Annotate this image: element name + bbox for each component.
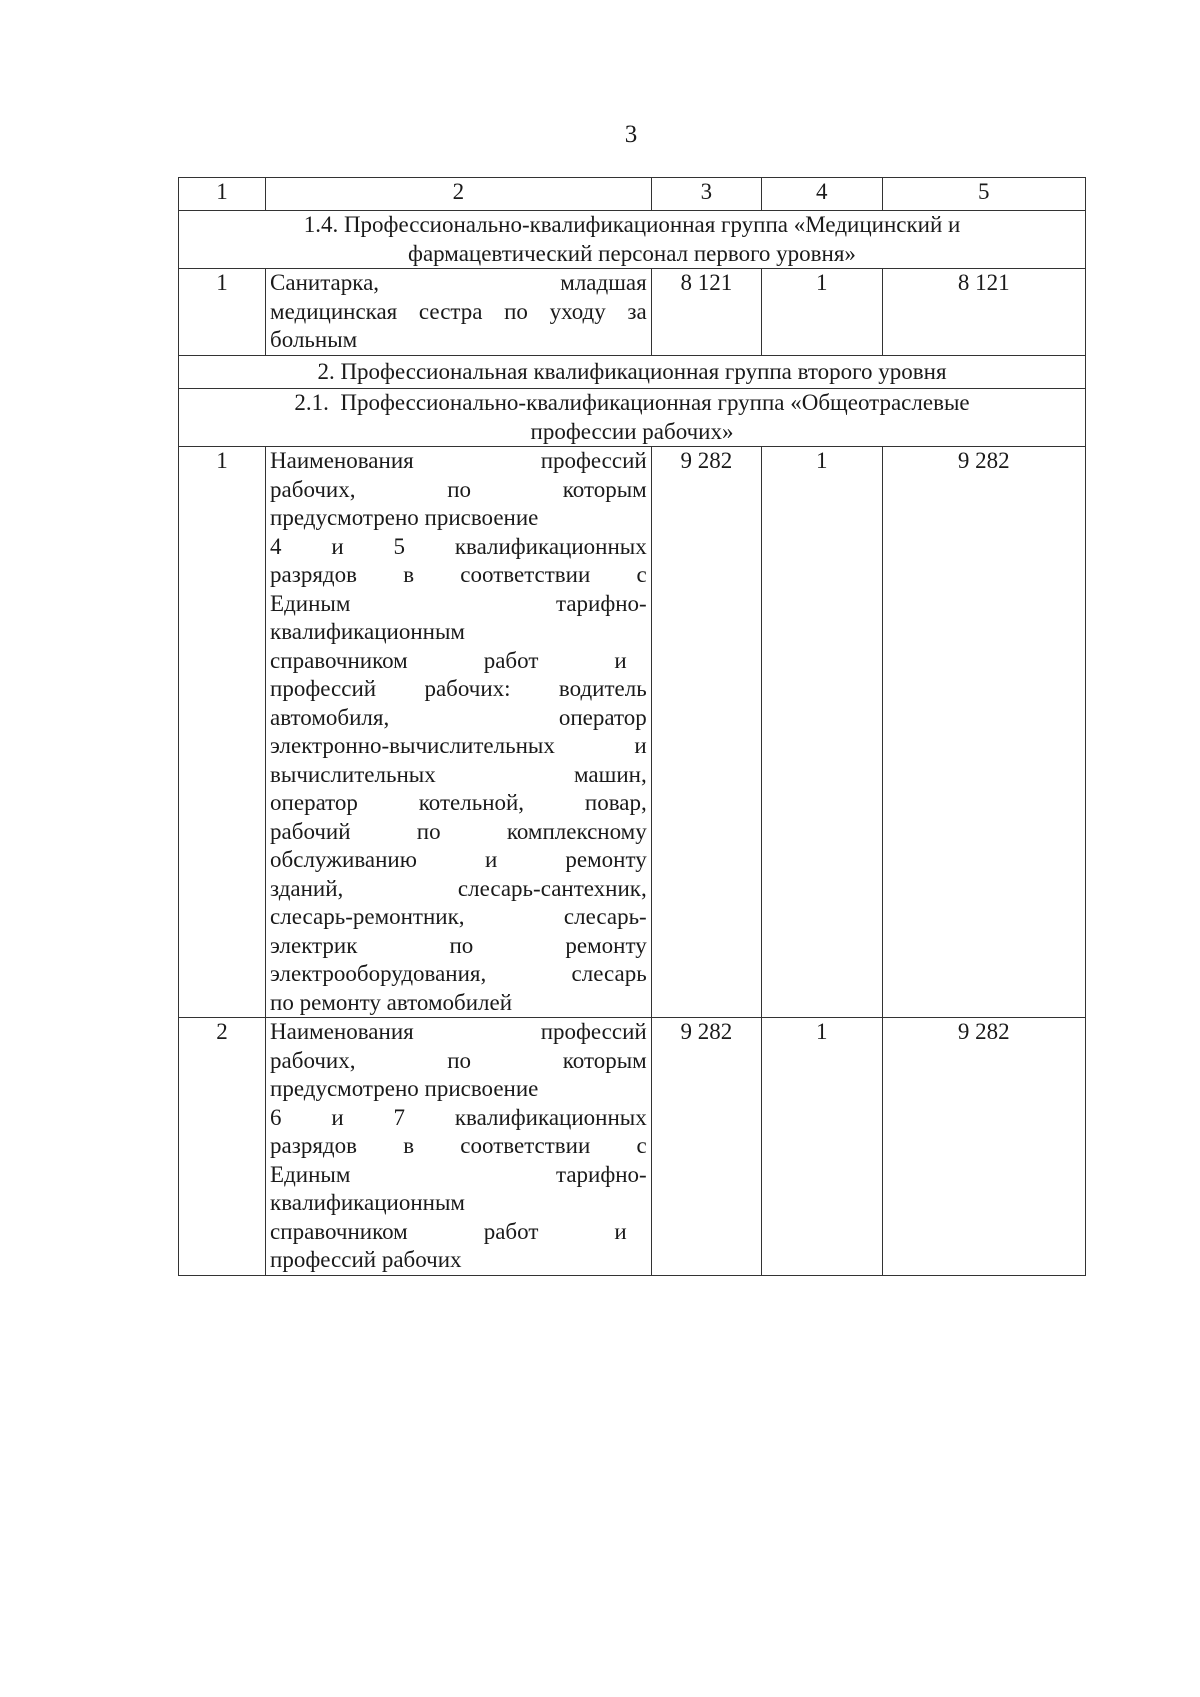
description-line: медицинская сестра по уходу за <box>270 298 647 324</box>
salary-value: 9 282 <box>651 1018 761 1276</box>
description-line: электрооборудования, слесарь <box>270 961 647 986</box>
description-line: предусмотрено присвоение <box>270 1076 539 1101</box>
description-line: электронно-вычислительных и <box>270 733 647 758</box>
header-col-1: 1 <box>179 178 266 211</box>
description-line: разрядов в соответствии с <box>270 1133 647 1158</box>
total-value: 8 121 <box>882 269 1086 356</box>
table-row <box>179 447 1086 1018</box>
coefficient-value: 1 <box>762 1018 882 1276</box>
group-heading-1-4 <box>179 211 1086 269</box>
description-line: справочником работ и <box>270 647 627 673</box>
group-row-2-1 <box>179 389 1086 447</box>
description-line: квалификационным <box>270 619 465 644</box>
description-line: рабочий по комплексному <box>270 818 647 844</box>
description-line: электрик по ремонту <box>270 932 647 958</box>
coefficient-value: 1 <box>762 269 882 356</box>
description-line: обслуживанию и ремонту <box>270 847 647 872</box>
page-number: 3 <box>624 121 638 148</box>
group-heading-line: 2.1. Профессионально-квалификационная группа «Общеотраслевые <box>294 390 970 415</box>
salary-value: 8 121 <box>651 269 761 356</box>
description-line: рабочих, по которым <box>270 476 647 502</box>
description-line: оператор котельной, повар, <box>270 790 647 815</box>
description-line: профессий рабочих: водитель <box>270 676 647 701</box>
total-value: 9 282 <box>882 447 1086 1018</box>
header-col-5: 5 <box>882 178 1086 211</box>
group-heading-line: профессии рабочих» <box>530 418 734 444</box>
description-line: автомобиля, оператор <box>270 704 647 730</box>
description-line: Наименования профессий <box>270 1019 647 1044</box>
table-row <box>179 269 1086 356</box>
row-number: 1 <box>179 447 266 1018</box>
header-col-3: 3 <box>651 178 761 211</box>
coefficient-value: 1 <box>762 447 882 1018</box>
description-line: Единым тарифно- <box>270 590 647 616</box>
description-line: профессий рабочих <box>270 1247 462 1272</box>
position-description <box>266 1018 652 1276</box>
salary-table <box>178 177 1086 1276</box>
table-row <box>179 1018 1086 1276</box>
total-value: 9 282 <box>882 1018 1086 1276</box>
position-description <box>266 269 652 356</box>
description-line: 4 и 5 квалификационных <box>270 533 647 559</box>
description-line: квалификационным <box>270 1190 465 1215</box>
description-line: рабочих, по которым <box>270 1047 647 1073</box>
description-line: Санитарка, младшая <box>270 270 647 295</box>
group-row-2 <box>179 355 1086 389</box>
salary-value: 9 282 <box>651 447 761 1018</box>
description-line: зданий, слесарь-сантехник, <box>270 875 647 901</box>
position-description <box>266 447 652 1018</box>
header-col-4: 4 <box>762 178 882 211</box>
row-number: 2 <box>179 1018 266 1276</box>
table-header-row <box>179 178 1086 211</box>
group-heading-2-1 <box>179 389 1086 447</box>
group-row-1-4 <box>179 211 1086 269</box>
description-line: разрядов в соответствии с <box>270 562 647 587</box>
description-line: предусмотрено присвоение <box>270 505 539 530</box>
group-heading-line: 1.4. Профессионально-квалификационная группа «Медицинский и <box>303 212 961 237</box>
description-line: больным <box>270 327 358 352</box>
description-line: Единым тарифно- <box>270 1161 647 1187</box>
group-heading-line: фармацевтический персонал первого уровня» <box>408 240 856 266</box>
description-line: слесарь-ремонтник, слесарь- <box>270 904 647 929</box>
description-line: вычислительных машин, <box>270 761 647 787</box>
group-heading-2: 2. Профессиональная квалификационная группа второго уровня <box>179 355 1086 389</box>
description-line: 6 и 7 квалификационных <box>270 1104 647 1130</box>
description-line: по ремонту автомобилей <box>270 989 513 1015</box>
description-line: справочником работ и <box>270 1218 627 1244</box>
description-line: Наименования профессий <box>270 448 647 473</box>
header-col-2: 2 <box>266 178 652 211</box>
row-number: 1 <box>179 269 266 356</box>
